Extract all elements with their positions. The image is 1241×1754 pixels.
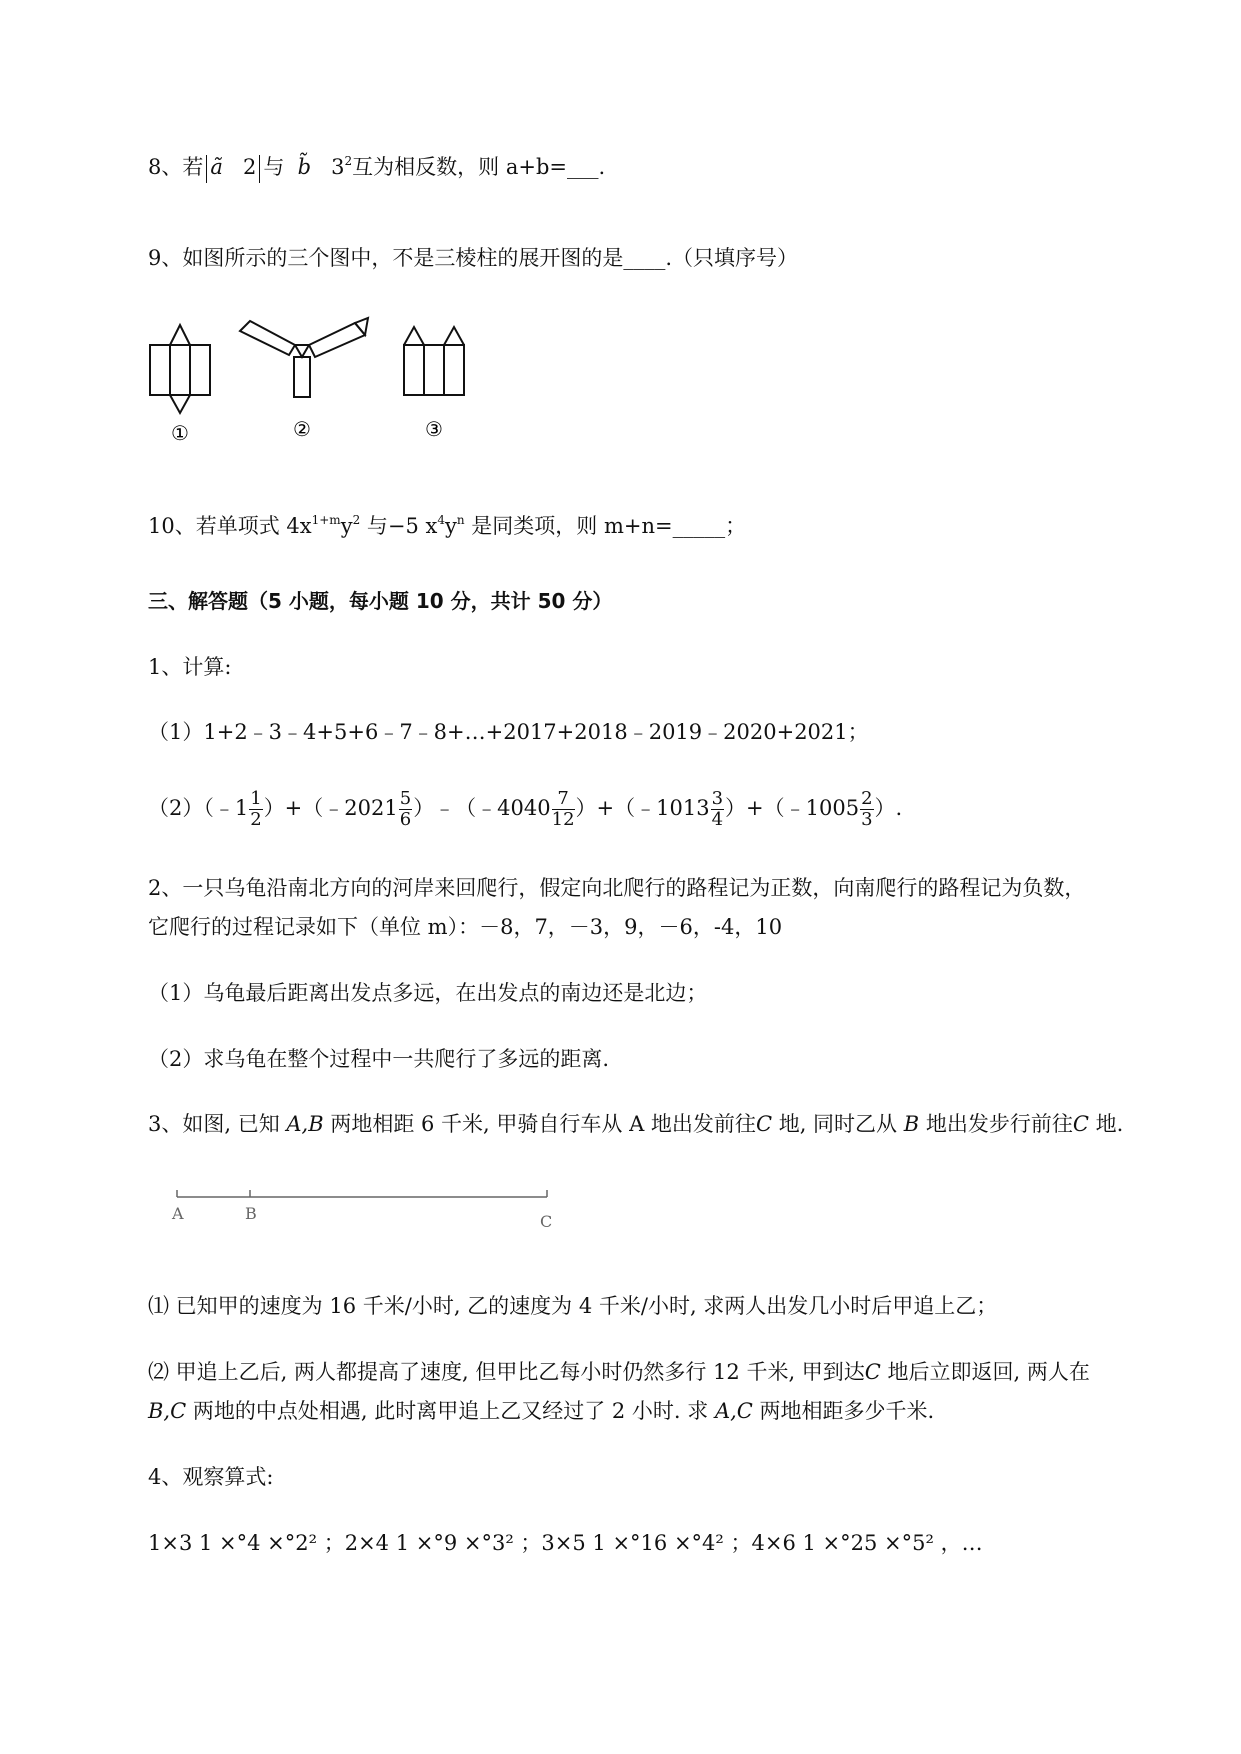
- q10-part-a: 10、若单项式 4x: [148, 514, 312, 538]
- q8-num-3: 3: [331, 155, 345, 179]
- q8-var-b: b̃: [297, 155, 312, 179]
- point-c: C: [1072, 1112, 1089, 1136]
- fraction-denominator: 3: [861, 809, 873, 830]
- sub2-part: 两地的中点处相遇, 此时离甲追上乙又经过了 2 小时. 求: [186, 1399, 715, 1423]
- sub2-part: ⑵ 甲追上乙后, 两人都提高了速度, 但甲比乙每小时仍然多行 12 千米, 甲到达: [148, 1360, 865, 1384]
- abs-bar-right: [259, 155, 260, 183]
- fraction-denominator: 2: [250, 809, 262, 830]
- fraction-denominator: 6: [399, 809, 412, 830]
- fraction-numerator: 1: [250, 788, 262, 809]
- q10-part-b: y: [340, 514, 353, 538]
- prism-nets-figure: [140, 315, 480, 455]
- stem-part: 3、如图, 已知: [148, 1112, 287, 1136]
- point-c: C: [755, 1112, 773, 1136]
- expr-part: ）+（﹣1013: [575, 796, 710, 820]
- expr-part: （2）（﹣1: [148, 796, 249, 820]
- expr-part: ）+（﹣2021: [263, 796, 398, 820]
- q10-part-e: 是同类项，则 m+n=_____；: [464, 514, 747, 538]
- fraction-numerator: 3: [711, 788, 724, 809]
- q10-exp-1: 1+m: [311, 513, 341, 527]
- problem-3-sub-1: ⑴ 已知甲的速度为 16 千米/小时, 乙的速度为 4 千米/小时, 求两人出发几小时后甲追上乙；: [148, 1294, 998, 1318]
- problem-2-line-2: 它爬行的过程记录如下（单位 m）：－8，7，－3，9，－6，-4，10: [148, 915, 783, 939]
- fraction-denominator: 12: [551, 809, 575, 830]
- net-1: [150, 325, 210, 413]
- problem-1-title: 1、计算:: [148, 655, 232, 679]
- fraction-1: [249, 789, 262, 830]
- fraction-numerator: 2: [861, 788, 873, 809]
- question-10: [148, 511, 746, 541]
- problem-4-title: 4、观察算式:: [148, 1465, 274, 1489]
- net-label-1: ①: [171, 421, 189, 445]
- problem-2-line-1: 2、一只乌龟沿南北方向的河岸来回爬行，假定向北爬行的路程记为正数，向南爬行的路程记为负数，: [148, 876, 1086, 900]
- q8-num-2: 2: [242, 155, 257, 179]
- net-3: [404, 327, 464, 395]
- problem-1-sub-2: [148, 785, 902, 831]
- q8-square: 2: [344, 154, 353, 168]
- points-bc: B,C: [148, 1399, 187, 1423]
- problem-1-sub-1: （1）1+2﹣3﹣4+5+6﹣7﹣8+…+2017+2018﹣2019﹣2020+2021；: [148, 720, 869, 744]
- q8-prefix: 8、若: [148, 155, 204, 179]
- points-ac: A,C: [714, 1399, 753, 1423]
- q10-exp-4: n: [456, 513, 465, 527]
- problem-4-sequence: 1×3 1 ×°4 ×°2² ；2×4 1 ×°9 ×°3² ；3×5 1 ×°16 ×°4² ；4×6 1 ×°25 ×°5² ，…: [148, 1531, 983, 1555]
- fraction-3: [552, 789, 575, 830]
- abs-bar-left: [206, 155, 207, 183]
- fraction-4: [711, 789, 724, 830]
- fraction-numerator: 7: [552, 789, 575, 810]
- net-label-3: ③: [425, 417, 443, 441]
- stem-part: 地, 同时乙从: [772, 1112, 904, 1136]
- q8-mid: 与: [263, 155, 285, 179]
- stem-part: 地.: [1088, 1112, 1124, 1136]
- q10-exp-3: 4: [437, 513, 445, 527]
- fraction-2: [399, 789, 412, 830]
- q8-var-a: ã: [210, 155, 223, 179]
- q10-part-d: y: [445, 514, 457, 538]
- stem-part: 两地相距 6 千米, 甲骑自行车从 A 地出发前往: [323, 1112, 756, 1136]
- expr-part: ）.: [874, 796, 903, 820]
- label-b: B: [245, 1204, 257, 1223]
- problem-2-sub-2: （2）求乌龟在整个过程中一共爬行了多远的距离.: [148, 1047, 610, 1071]
- q8-suffix: 互为相反数，则 a+b=___.: [352, 155, 606, 179]
- stem-part: 地出发步行前往: [919, 1112, 1073, 1136]
- sub2-part: 地后立即返回, 两人在: [880, 1360, 1090, 1384]
- problem-3-sub-2-line-2: [148, 1396, 934, 1426]
- question-8: [148, 152, 605, 183]
- sub2-part: 两地相距多少千米.: [752, 1399, 935, 1423]
- points-ab: A,B: [286, 1112, 324, 1136]
- fraction-numerator: 5: [399, 788, 412, 809]
- problem-3-sub-2-line-1: [148, 1357, 1090, 1387]
- point-c: C: [864, 1360, 881, 1384]
- expr-part: ）+（﹣1005: [725, 796, 860, 820]
- question-9: 9、如图所示的三个图中，不是三棱柱的展开图的是____.（只填序号）: [148, 246, 799, 270]
- problem-3-stem: [148, 1109, 1123, 1139]
- q10-part-c: 与−5 x: [360, 514, 438, 538]
- label-a: A: [172, 1204, 184, 1223]
- expr-part: ）﹣（﹣4040: [413, 796, 551, 820]
- segment-figure: [165, 1185, 565, 1235]
- section-title: 三、解答题（5 小题，每小题 10 分，共计 50 分）: [148, 589, 613, 613]
- q10-exp-2: 2: [352, 513, 361, 527]
- net-2: [240, 318, 368, 397]
- fraction-5: [860, 789, 873, 830]
- label-c: C: [540, 1212, 553, 1231]
- point-b: B: [903, 1112, 920, 1136]
- fraction-denominator: 4: [711, 809, 724, 830]
- net-label-2: ②: [293, 417, 311, 441]
- problem-2-sub-1: （1）乌龟最后距离出发点多远，在出发点的南边还是北边；: [148, 981, 708, 1005]
